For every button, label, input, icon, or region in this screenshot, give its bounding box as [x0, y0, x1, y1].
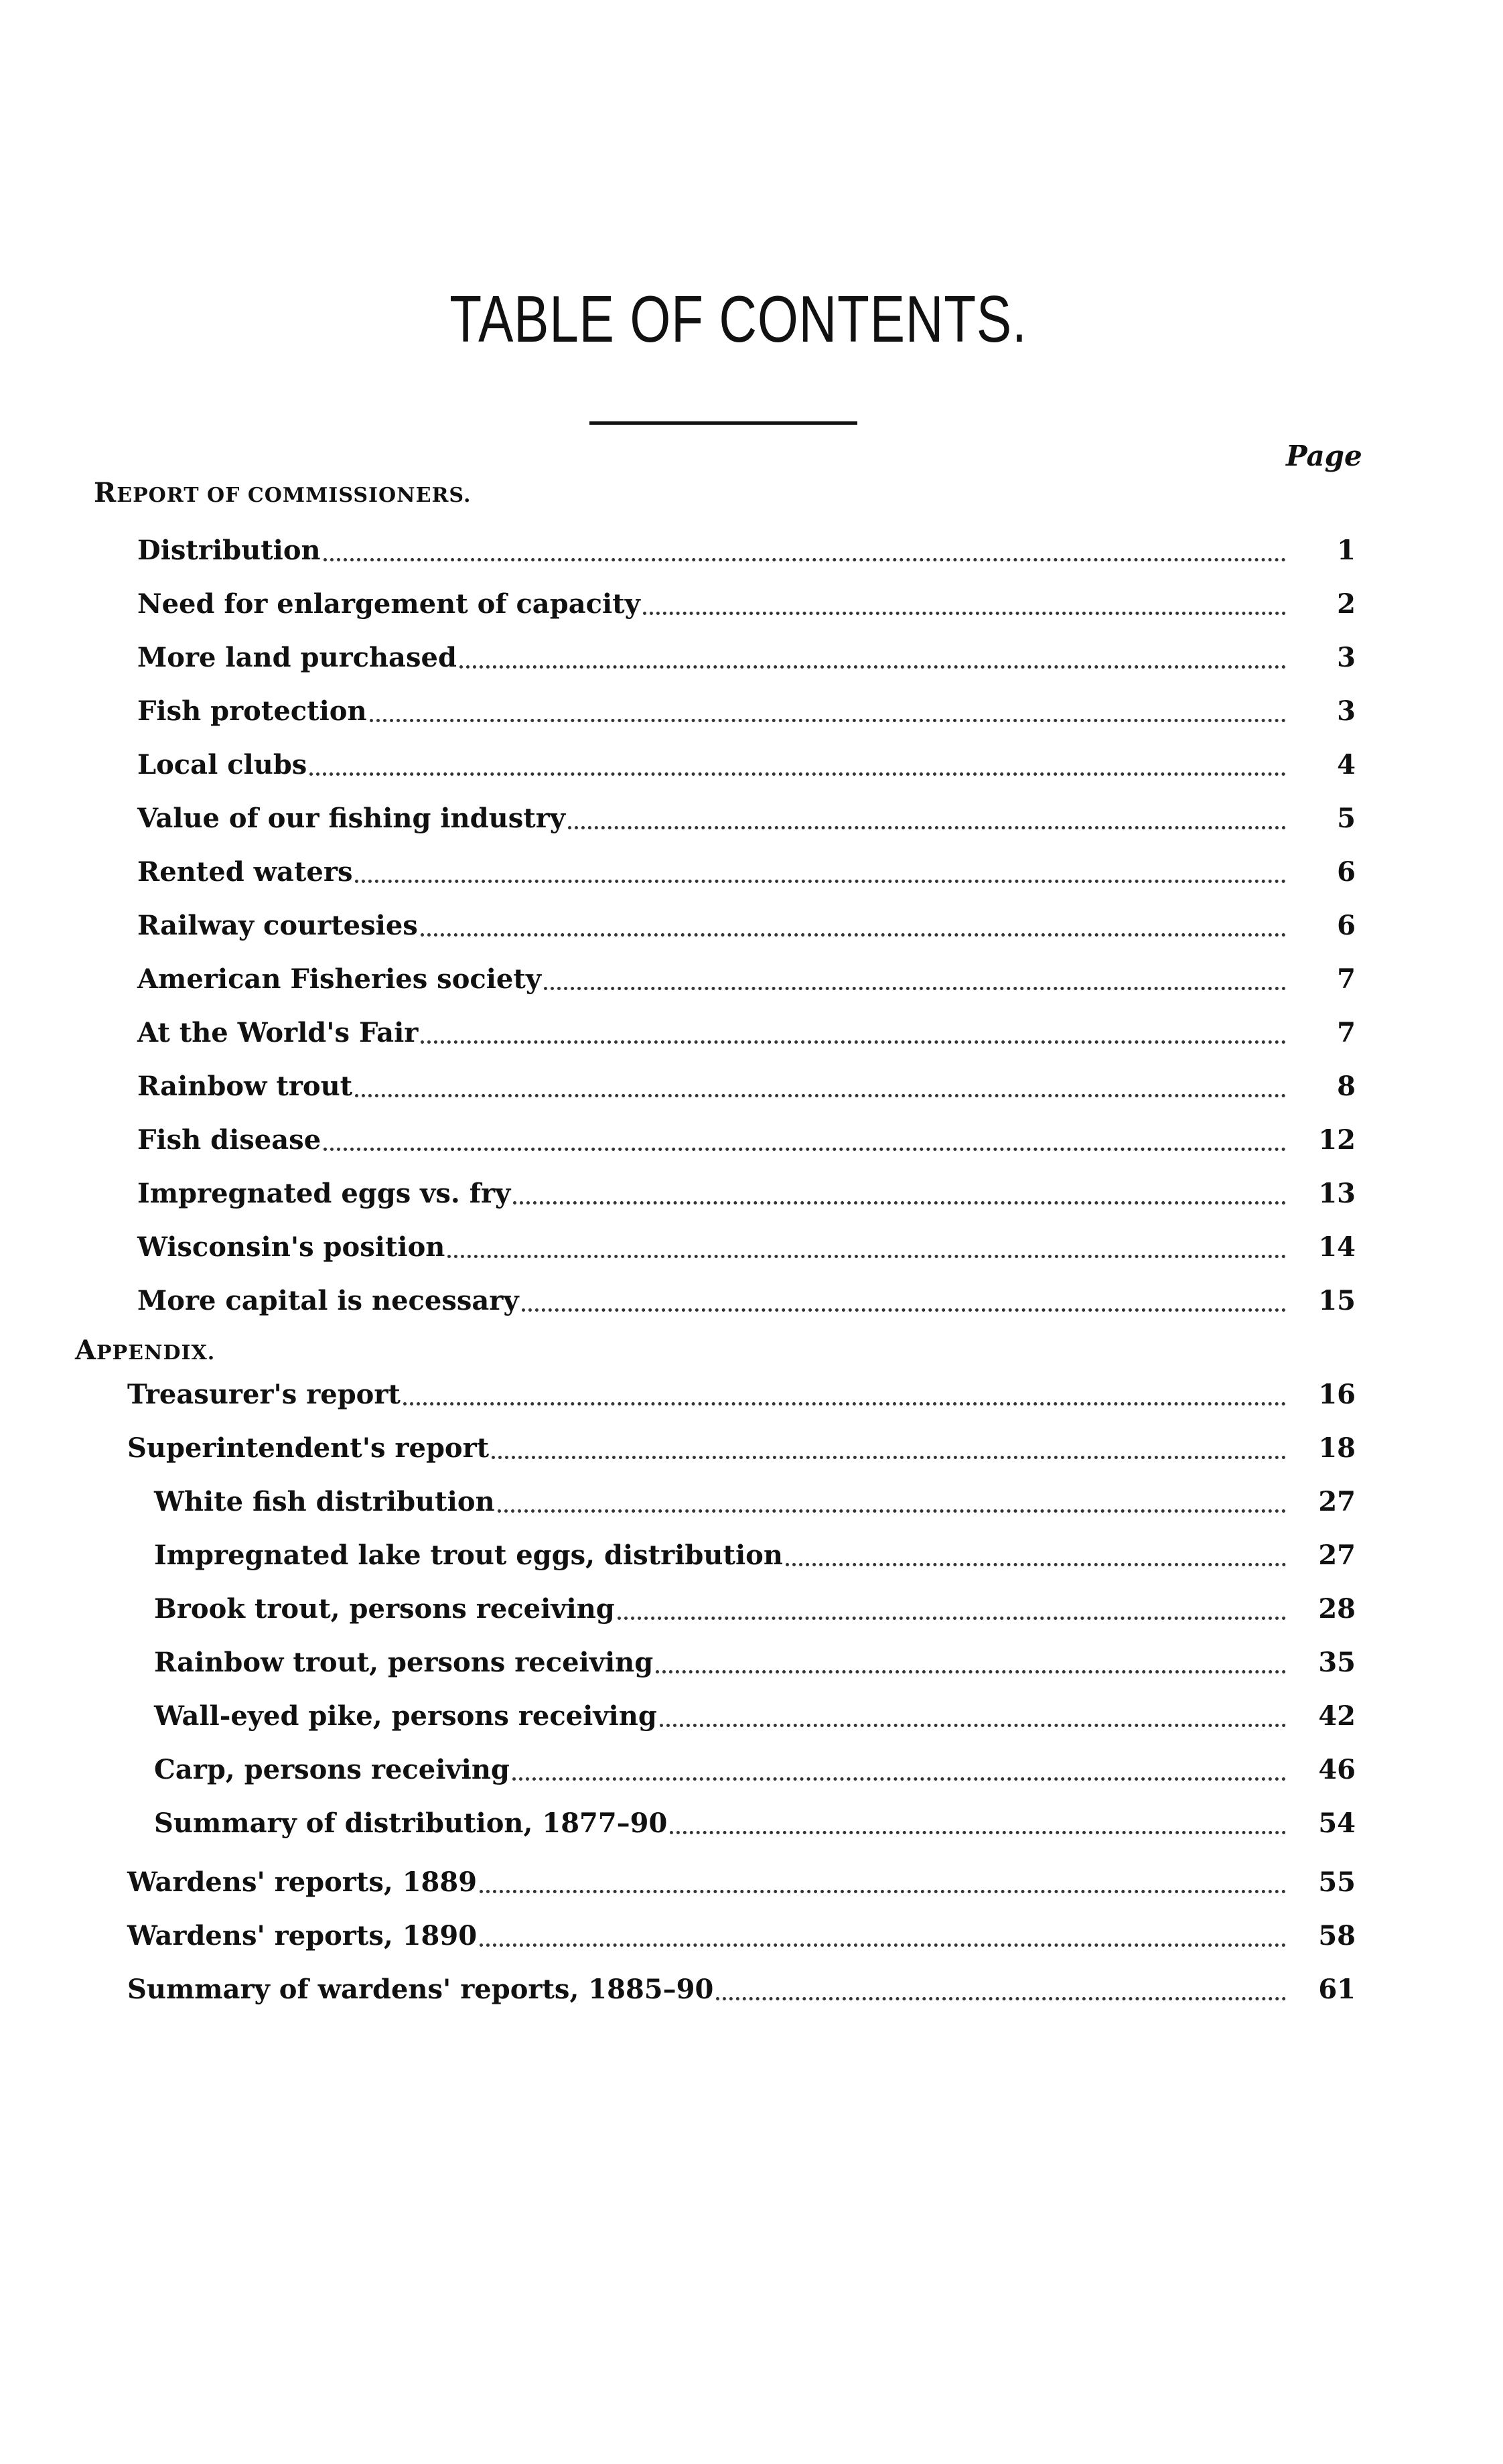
toc-entry	[127, 1428, 1356, 1468]
toc-entry	[137, 1067, 1356, 1107]
dot-leader	[568, 823, 1286, 829]
toc-entry-page: 27	[1318, 1486, 1356, 1517]
toc-entry-label: Wardens' reports, 1889	[127, 1866, 478, 1898]
dot-leader	[716, 1994, 1286, 2000]
toc-entry-page: 5	[1337, 803, 1356, 834]
toc-entry-page: 46	[1318, 1754, 1356, 1785]
toc-entry	[127, 1375, 1356, 1415]
toc-entry-label: Wardens' reports, 1890	[127, 1920, 478, 1952]
toc-entry-page: 6	[1337, 856, 1356, 888]
toc-entry-page: 28	[1318, 1593, 1356, 1625]
dot-leader	[492, 1453, 1286, 1459]
toc-entry-label: Fish protection	[137, 695, 367, 727]
dot-leader	[670, 1828, 1286, 1834]
toc-entry-page: 3	[1337, 642, 1356, 673]
toc-entry-page: 8	[1337, 1071, 1356, 1102]
section-heading-appendix-cap: A	[75, 1334, 97, 1366]
toc-entry-label: Brook trout, persons receiving	[154, 1593, 615, 1625]
section-heading-report-rest: EPORT OF COMMISSIONERS.	[117, 484, 472, 507]
toc-entry	[127, 1862, 1356, 1903]
dot-leader	[544, 984, 1286, 990]
dot-leader	[656, 1667, 1286, 1673]
dot-leader	[522, 1306, 1286, 1312]
toc-entry-page: 13	[1318, 1178, 1356, 1209]
dot-leader	[660, 1721, 1286, 1727]
dot-leader	[355, 877, 1286, 883]
toc-entry-label: Fish disease	[137, 1124, 321, 1156]
toc-entry	[127, 1970, 1356, 2010]
toc-entry	[137, 531, 1356, 571]
toc-entry-label: Railway courtesies	[137, 910, 418, 941]
toc-entry-label: Impregnated eggs vs. fry	[137, 1178, 511, 1209]
toc-entry-page: 14	[1318, 1231, 1356, 1263]
section-heading-report-cap: R	[94, 477, 117, 508]
dot-leader	[618, 1614, 1286, 1620]
section-heading-appendix-rest: PPENDIX.	[96, 1341, 216, 1365]
toc-entry-page: 27	[1318, 1539, 1356, 1571]
toc-entry-label: More capital is necessary	[137, 1285, 519, 1316]
toc-entry-label: Wisconsin's position	[137, 1231, 445, 1263]
toc-entry-label: Need for enlargement of capacity	[137, 588, 640, 620]
toc-entry-page: 58	[1318, 1920, 1356, 1952]
dot-leader	[355, 1091, 1286, 1097]
toc-entry	[154, 1535, 1356, 1576]
dot-leader	[421, 931, 1286, 937]
toc-entry-page: 6	[1337, 910, 1356, 941]
toc-entry-page: 61	[1318, 1974, 1356, 2005]
toc-entry-label: Treasurer's report	[127, 1379, 401, 1410]
toc-entry-label: Impregnated lake trout eggs, distribution	[154, 1539, 783, 1571]
toc-entry-label: Summary of wardens' reports, 1885–90	[127, 1974, 714, 2005]
toc-entry-page: 4	[1337, 749, 1356, 780]
page-column-header: Page	[1286, 439, 1362, 472]
dot-leader	[324, 1145, 1286, 1151]
toc-entry-label: At the World's Fair	[137, 1017, 419, 1048]
toc-entry	[137, 1227, 1356, 1268]
toc-entry-page: 12	[1318, 1124, 1356, 1156]
toc-entry-page: 35	[1318, 1647, 1356, 1678]
section-heading-appendix	[75, 1334, 215, 1366]
toc-entry-label: American Fisheries society	[137, 963, 542, 995]
dot-leader	[370, 716, 1286, 722]
toc-entry-page: 3	[1337, 695, 1356, 727]
toc-entry-page: 54	[1318, 1807, 1356, 1839]
toc-entry	[137, 1013, 1356, 1053]
toc-entry-label: Wall-eyed pike, persons receiving	[154, 1700, 657, 1732]
toc-entry	[137, 959, 1356, 1000]
dot-leader	[643, 609, 1286, 615]
dot-leader	[459, 663, 1286, 669]
dot-leader	[309, 770, 1286, 776]
dot-leader	[480, 1941, 1286, 1947]
toc-entry-label: Local clubs	[137, 749, 307, 780]
toc-entry-label: Rented waters	[137, 856, 353, 888]
title-rule	[589, 421, 857, 425]
toc-entry	[137, 691, 1356, 732]
toc-entry-label: Superintendent's report	[127, 1432, 490, 1464]
toc-entry	[154, 1643, 1356, 1683]
dot-leader	[324, 555, 1286, 561]
toc-entry	[137, 584, 1356, 624]
toc-entry-label: More land purchased	[137, 642, 457, 673]
toc-entry-page: 2	[1337, 588, 1356, 620]
toc-entry-page: 1	[1337, 535, 1356, 566]
toc-entry-label: Carp, persons receiving	[154, 1754, 510, 1785]
toc-entry-page: 18	[1318, 1432, 1356, 1464]
section-heading-report	[94, 477, 471, 508]
toc-entry	[137, 906, 1356, 946]
toc-entry-label: Value of our fishing industry	[137, 803, 566, 834]
toc-entry	[154, 1803, 1356, 1844]
toc-entry	[137, 638, 1356, 678]
toc-entry	[137, 799, 1356, 839]
toc-entry	[154, 1482, 1356, 1522]
toc-entry	[137, 1120, 1356, 1160]
toc-entry	[137, 852, 1356, 892]
dot-leader	[480, 1887, 1286, 1893]
toc-entry-label: Rainbow trout	[137, 1071, 353, 1102]
toc-entry	[154, 1696, 1356, 1736]
toc-entry	[137, 1174, 1356, 1214]
toc-entry-page: 7	[1337, 963, 1356, 995]
toc-entry-page: 55	[1318, 1866, 1356, 1898]
dot-leader	[403, 1399, 1286, 1406]
toc-entry-label: Rainbow trout, persons receiving	[154, 1647, 654, 1678]
dot-leader	[512, 1775, 1286, 1781]
dot-leader	[421, 1038, 1286, 1044]
toc-entry	[127, 1916, 1356, 1956]
toc-entry-label: White fish distribution	[154, 1486, 495, 1517]
dot-leader	[786, 1560, 1286, 1566]
toc-entry-page: 42	[1318, 1700, 1356, 1732]
toc-entry-page: 7	[1337, 1017, 1356, 1048]
dot-leader	[498, 1507, 1286, 1513]
toc-entry-page: 15	[1318, 1285, 1356, 1316]
toc-entry	[154, 1750, 1356, 1790]
toc-entry-page: 16	[1318, 1379, 1356, 1410]
toc-entry	[154, 1589, 1356, 1629]
dot-leader	[513, 1199, 1286, 1205]
toc-entry	[137, 1281, 1356, 1321]
toc-entry-label: Summary of distribution, 1877–90	[154, 1807, 668, 1839]
toc-entry-label: Distribution	[137, 535, 321, 566]
toc-entry	[137, 745, 1356, 785]
dot-leader	[447, 1252, 1286, 1258]
page-title: TABLE OF CONTENTS.	[449, 282, 1027, 356]
